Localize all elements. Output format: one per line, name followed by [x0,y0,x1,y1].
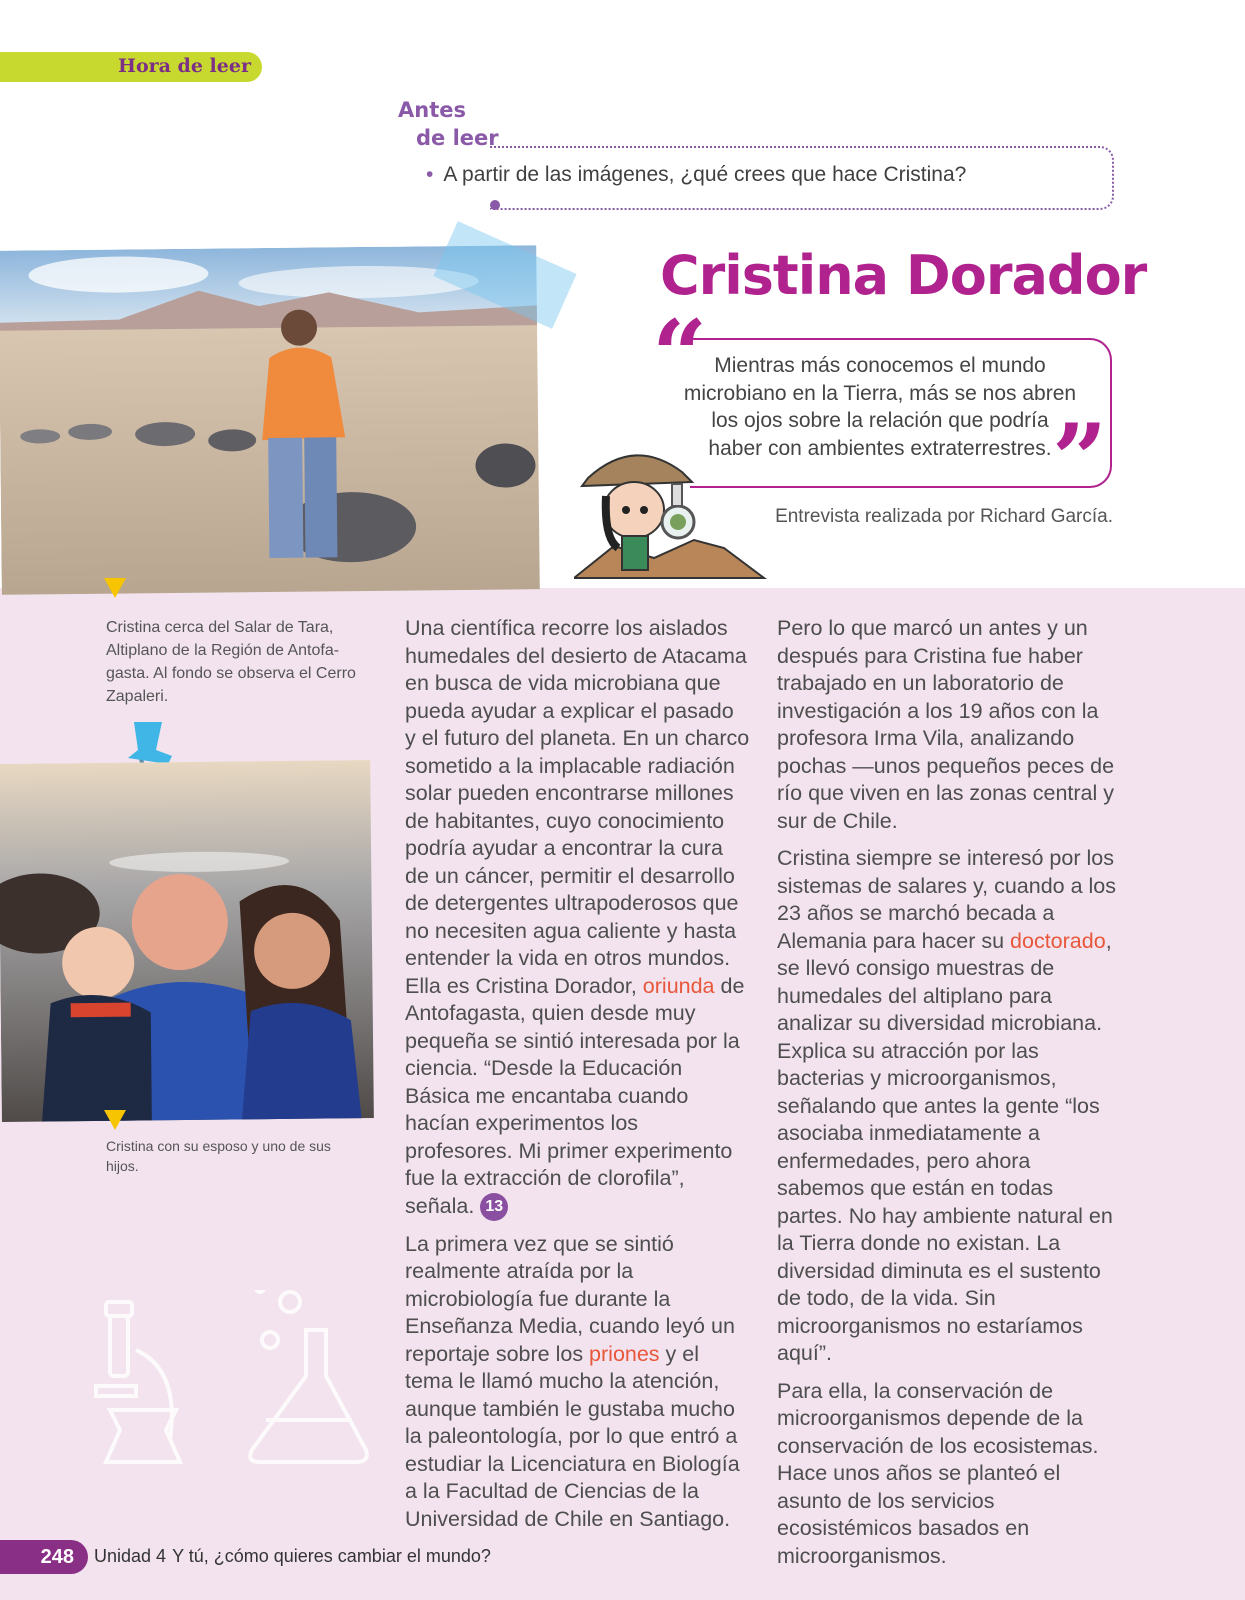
unit-title: Y tú, ¿cómo quieres cambiar el mundo? [172,1546,491,1566]
lab-decoration [90,1290,390,1485]
section-tab-label: Hora de leer [118,55,251,77]
photo1-caption: Cristina cerca del Salar de Tara, Altiplano de la Región de Antofagasta. Al fondo se observa el Cerro Zapaleri. [106,619,356,705]
antes-question-text: A partir de las imágenes, ¿qué crees que hace Cristina? [443,163,967,186]
page-number-tab [0,1540,88,1574]
unit-label: Unidad 4 [94,1546,167,1566]
page-title: Cristina Dorador [660,244,1147,307]
interview-credit: Entrevista realizada por Richard García. [775,506,1113,527]
photo-desert [0,245,540,595]
close-quote-icon: ” [1052,403,1108,516]
quote-text [680,352,1080,462]
quote-line: microbiano en la Tierra, más se nos abren [683,381,1077,405]
caption-marker-icon [104,578,126,598]
text-run: de Antofagasta, quien desde muy pequeña se sintió interesada por la ciencia. “Desde la Educación Básica me encantaba cuando hacían experimentos los profesores. Mi primer experimento fue la extracción de clorofila”, señala. [405,973,745,1218]
article-column-2 [777,615,1122,1580]
caption-marker-icon [104,1110,126,1130]
antes-de-leer-heading [398,96,499,152]
glossary-term-doctorado[interactable]: doctorado [1010,928,1106,953]
flask-icon [250,1290,367,1462]
quote-line: los ojos sobre la relación que podría [711,409,1049,432]
photo2-caption: Cristina con su esposo y uno de sus hijos. [106,1138,331,1174]
section-tab [0,52,262,82]
quote-line: Mientras más conocemos el mundo [714,354,1046,377]
antes-heading-line2: de leer [416,126,499,150]
microscope-icon [96,1302,180,1462]
antes-dot [490,200,500,210]
paragraph [405,615,750,1221]
antes-question [426,163,966,187]
glossary-term-oriunda[interactable]: oriunda [642,973,715,998]
antes-heading-line1: Antes [398,98,466,122]
article-column-1 [405,615,750,1543]
page-number: 248 [40,1546,74,1568]
text-run: La primera vez que se sintió realmente atraída por la microbiología fue durante la Enseñanza Media, cuando leyó un reportaje sobre los [405,1231,735,1366]
quote-line: haber con ambientes extraterrestres. [708,436,1052,460]
paragraph [405,1231,750,1534]
text-run: Cristina siempre se interesó por los sistemas de salares y, cuando a los 23 años se marchó becada a Alemania para hacer su [777,846,1116,953]
glossary-term-priones[interactable]: priones [589,1341,660,1366]
explorer-mascot-icon [574,448,774,589]
footer-unit [94,1546,491,1567]
paragraph: Pero lo que marcó un antes y un después para Cristina fue haber trabajado en un laboratorio de investigación a los 19 años con la profesora Irma Vila, analizando pochas —unos pequeños peces de río que viven en las zonas central y sur de Chile. [777,616,1115,833]
photo-family [0,760,374,1122]
text-run: y el tema le llamó mucho la atención, aunque también le gustaba mucho la paleontología, por lo que entró a estudiar la Licenciatura en Biología a la Facultad de Ciencias de la Universidad de Chile en Santiago. [405,1341,740,1531]
paragraph [777,845,1122,1368]
text-run: , se llevó consigo muestras de humedales del altiplano para analizar su diversidad microbiana. Explica su atracción por las bacterias y microorganismos, señalando que antes la gente “los asociaba inmediatamente a enfermedades, pero ahora sabemos que están en todas partes. No hay ambiente natural en la Tierra donde no existan. La diversidad diminuta es el sustento de todo, de la vida. Sin microorganismos no estaríamos aquí”. [777,928,1113,1365]
text-run: Una científica recorre los aislados humedales del desierto de Atacama en busca de vida microbiana que pueda ayudar a explicar el pasado y el futuro del planeta. En un charco sometido a la implacable radiación solar pueden encontrarse millones de habitantes, cuyo conocimiento podría ayudar a encontrar la cura de un cáncer, permitir el desarrollo de detergentes ultrapoderosos que no necesiten agua caliente y hasta entender la vida en otros mundos. Ella es Cristina Dorador, [405,616,750,998]
reference-badge: 13 [480,1193,508,1221]
paragraph: Para ella, la conservación de microorganismos depende de la conservación de los ecosistemas. Hace unos años se planteó el asunto de los servicios ecosistémicos basados en microorganismos. [777,1378,1099,1568]
bullet-icon: • [426,163,434,186]
open-quote-icon: “ [652,299,708,412]
